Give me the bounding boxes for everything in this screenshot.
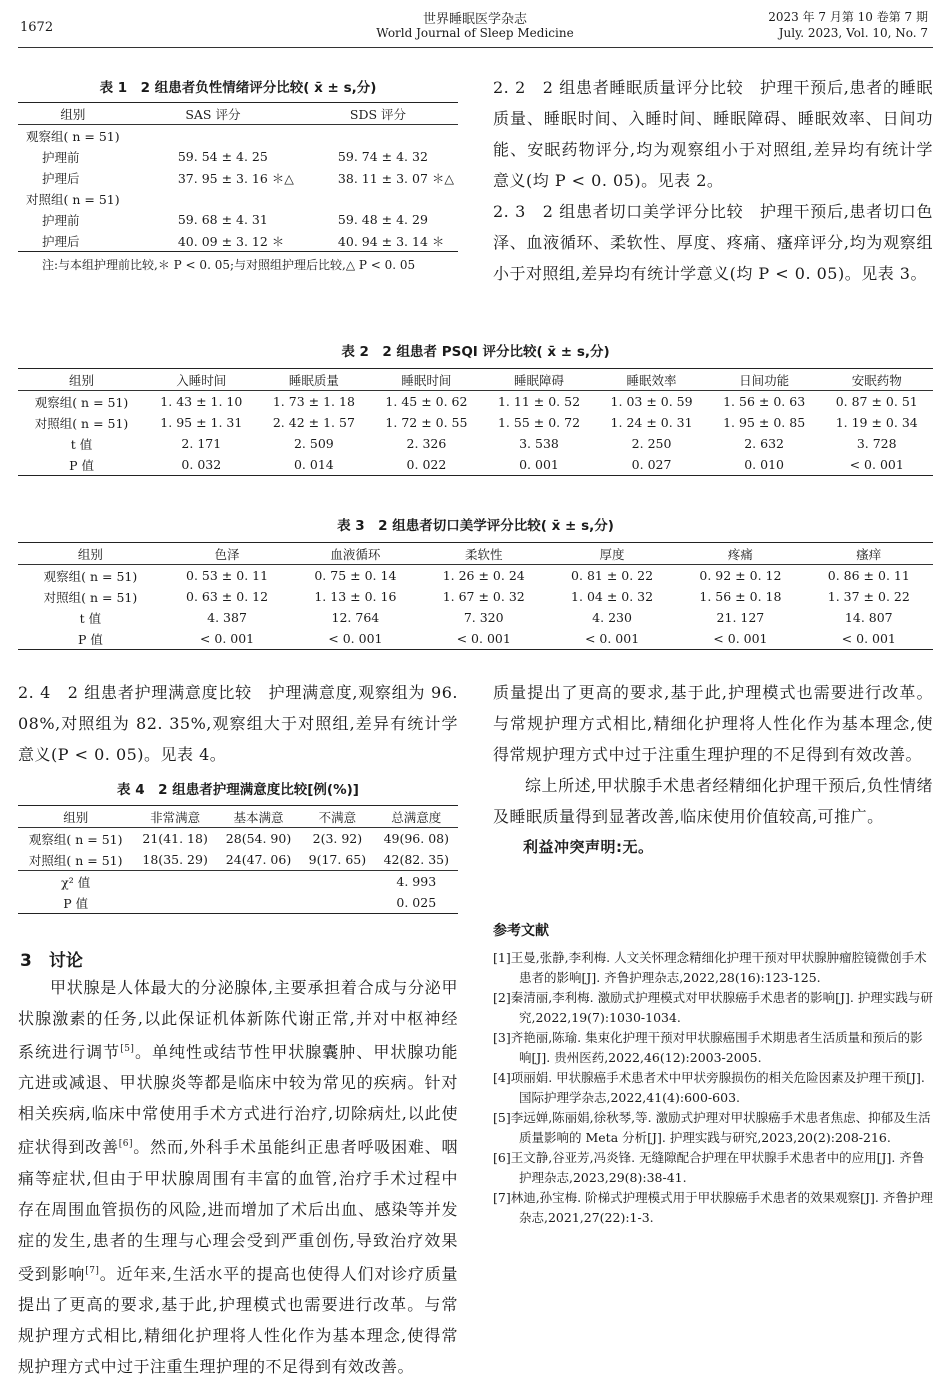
cell: 1. 72 ± 0. 55 [385, 415, 468, 430]
column-header: 组别 [18, 543, 163, 565]
table4-caption: 表 4 2 组患者护理满意度比较[例(%)] [117, 782, 359, 798]
cell: 7. 320 [463, 610, 504, 625]
references-block [493, 920, 933, 1228]
cell: 37. 95 ± 3. 16 ＊△ [177, 170, 294, 186]
page-number: 1672 [20, 20, 54, 35]
cell: 1. 95 ± 0. 85 [723, 415, 806, 430]
cell: < 0. 001 [849, 457, 904, 472]
cell: 0. 53 ± 0. 11 [186, 568, 269, 583]
column-header: 日间功能 [708, 369, 821, 391]
table-row [18, 391, 933, 413]
table4-chi-value: 4. 993 [396, 874, 437, 889]
cell: 0. 032 [181, 457, 222, 472]
cell: 0. 001 [519, 457, 559, 472]
cell: 对照组( n = 51) [34, 415, 129, 431]
column-header: 入睡时间 [145, 369, 258, 391]
cell: 1. 19 ± 0. 34 [835, 415, 918, 430]
table-row [18, 871, 458, 893]
table1-header-group: 组别 [18, 103, 128, 125]
table-row [18, 125, 458, 147]
cell: 59. 48 ± 4. 29 [337, 212, 428, 227]
row-label: 护理前 [42, 149, 80, 165]
reference-item: [3]齐艳丽,陈瑜. 集束化护理干预对甲状腺癌围手术期患者生活质量和预后的影响[J]. 贵州医药,2022,46(12):2003-2005. [493, 1030, 923, 1065]
cell: 2. 250 [631, 436, 672, 451]
reference-item: [1]王曼,张静,李利梅. 人文关怀理念精细化护理干预对甲状腺肿瘤腔镜微创手术患者的影响[J]. 齐鲁护理杂志,2022,28(16):123-125. [493, 950, 927, 985]
cell: 1. 55 ± 0. 72 [497, 415, 581, 430]
column-header: 组别 [18, 369, 145, 391]
discussion-text: 。近年来,生活水平的提高也使得人们对诊疗质量提出了更高的要求,基于此,护理模式也需要进行改革。与常规护理方式相比,精细化护理将人性化作为基本理念,使得常规护理方式中过于注重生理护理的不足得到有效改善。 [18, 1263, 458, 1376]
table4-block [18, 778, 458, 914]
header-rule [18, 47, 933, 48]
row-label: 护理前 [42, 212, 80, 228]
reference-list [493, 948, 933, 1228]
table3-block [18, 514, 933, 650]
cell: 1. 56 ± 0. 18 [699, 589, 782, 604]
reference-item: [4]项丽娟. 甲状腺癌手术患者术中甲状旁腺损伤的相关危险因素及护理干预[J]. 国际护理学杂志,2022,41(4):600-603. [493, 1070, 925, 1105]
discussion-title: 3 讨论 [20, 951, 83, 971]
table1-group-ctl: 对照组( n = 51) [26, 191, 120, 207]
cell: 28(54. 90) [225, 831, 292, 846]
column-header: 基本满意 [217, 806, 300, 828]
cell: 2. 171 [181, 436, 222, 451]
table4 [18, 805, 458, 914]
table-header-row [18, 543, 933, 565]
cell: 0. 75 ± 0. 14 [314, 568, 397, 583]
table1-caption: 表 1 2 组患者负性情绪评分比较( x̄ ± s,分) [99, 80, 377, 96]
table1 [18, 102, 458, 252]
table1-header-sas: SAS 评分 [128, 103, 298, 125]
table3-caption: 表 3 2 组患者切口美学评分比较( x̄ ± s,分) [337, 518, 614, 534]
column-header: 睡眠障碍 [483, 369, 596, 391]
references-title: 参考文献 [493, 923, 549, 939]
cell: < 0. 001 [841, 631, 896, 646]
table-row [18, 209, 458, 230]
cell: 0. 86 ± 0. 11 [827, 568, 910, 583]
table1-group-obs: 观察组( n = 51) [26, 128, 120, 144]
cell: 2(3. 92) [312, 831, 363, 846]
table1-block [18, 76, 458, 276]
table-row [18, 828, 458, 850]
table4-chi-label: χ² 值 [61, 874, 91, 890]
table1-note: 注:与本组护理前比较,＊ P < 0. 05;与对照组护理后比较,△ P < 0. 05 [42, 258, 416, 272]
table-row [18, 565, 933, 587]
reference-item: [7]林迪,孙宝梅. 阶梯式护理模式用于甲状腺癌手术患者的效果观察[J]. 齐鲁护理杂志,2021,27(22):1-3. [493, 1190, 933, 1225]
cell: 1. 37 ± 0. 22 [827, 589, 910, 604]
column-header: 疼痛 [676, 543, 804, 565]
cell: 观察组( n = 51) [28, 831, 123, 847]
issue-info-en: July. 2023, Vol. 10, No. 7 [778, 26, 928, 40]
column-header: 不满意 [300, 806, 374, 828]
column-header: 柔软性 [420, 543, 548, 565]
cell: 40. 09 ± 3. 12 ＊ [177, 233, 285, 249]
cell: < 0. 001 [713, 631, 768, 646]
cell: 1. 73 ± 1. 18 [272, 394, 355, 409]
column-header: 组别 [18, 806, 133, 828]
cell: 2. 326 [406, 436, 447, 451]
cell: t 值 [79, 610, 102, 626]
column-header: 睡眠质量 [258, 369, 371, 391]
cell: 1. 04 ± 0. 32 [571, 589, 654, 604]
cell: 2. 632 [744, 436, 784, 451]
cell: 2. 42 ± 1. 57 [272, 415, 355, 430]
table1-header-sds: SDS 评分 [298, 103, 458, 125]
cell: 1. 24 ± 0. 31 [610, 415, 693, 430]
cell: P 值 [69, 457, 94, 473]
citation-7: [7] [85, 1265, 100, 1276]
cell: 1. 11 ± 0. 52 [497, 394, 581, 409]
cell: 40. 94 ± 3. 14 ＊ [337, 233, 445, 249]
table2-block [18, 340, 933, 476]
cell: 3. 538 [519, 436, 559, 451]
cell: 12. 764 [331, 610, 380, 625]
cell: 0. 014 [293, 457, 334, 472]
discussion-text: 甲状腺是人体最大的分泌腺体,主要承担着合成与分泌甲状腺激素的任务,以此保证机体新陈代谢正常,并对中枢神经系统进行调节 [18, 978, 458, 1062]
citation-6: [6] [118, 1139, 134, 1150]
discussion-text: 。然而,外科手术虽能纠正患者呼吸困难、咽痛等症状,但由于甲状腺周围有丰富的血管,治疗手术过程中存在周围血管损伤的风险,进而增加了术后出血、感染等并发症的发生,患者的生理与心理会受到严重创伤,导致治疗效果受到影响 [18, 1137, 458, 1283]
cell: 59. 74 ± 4. 32 [337, 149, 428, 164]
journal-title-cn: 世界睡眠医学杂志 [422, 12, 527, 27]
section-2-3: 2. 3 2 组患者切口美学评分比较 护理干预后,患者切口色泽、血液循环、柔软性、厚度、疼痛、瘙痒评分,均为观察组小于对照组,差异均有统计学意义(均 P < 0. 05)。见表 3。 [493, 202, 933, 283]
table-row [18, 412, 933, 433]
table-header-row [18, 103, 458, 125]
cell: 观察组( n = 51) [43, 568, 138, 584]
table3 [18, 542, 933, 650]
cell: < 0. 001 [328, 631, 383, 646]
table-row [18, 892, 458, 914]
cell: 21. 127 [716, 610, 765, 625]
table-row [18, 167, 458, 188]
cell: 1. 13 ± 0. 16 [314, 589, 397, 604]
table-row [18, 230, 458, 252]
column-header: 色泽 [163, 543, 291, 565]
table4-p-label: P 值 [63, 895, 89, 911]
discussion-continuation: 质量提出了更高的要求,基于此,护理模式也需要进行改革。与常规护理方式相比,精细化护理将人性化作为基本理念,使得常规护理方式中过于注重生理护理的不足得到有效改善。 [493, 683, 933, 764]
column-header: 安眠药物 [820, 369, 933, 391]
cell: 0. 022 [406, 457, 447, 472]
cell: < 0. 001 [199, 631, 255, 646]
cell: 2. 509 [293, 436, 334, 451]
cell: 1. 67 ± 0. 32 [442, 589, 525, 604]
table-header-row [18, 369, 933, 391]
cell: 49(96. 08) [383, 831, 449, 846]
cell: 18(35. 29) [133, 849, 216, 871]
column-header: 瘙痒 [805, 543, 933, 565]
cell: 24(47. 06) [217, 849, 300, 871]
cell: 1. 03 ± 0. 59 [610, 394, 693, 409]
table-row [18, 586, 933, 607]
table-row [18, 607, 933, 628]
table-row [18, 433, 933, 454]
column-header: 总满意度 [375, 806, 458, 828]
cell: 59. 54 ± 4. 25 [177, 149, 268, 164]
cell: 14. 807 [844, 610, 893, 625]
cell: 1. 26 ± 0. 24 [442, 568, 525, 583]
column-header: 睡眠效率 [595, 369, 708, 391]
cell: 4. 230 [592, 610, 632, 625]
cell: 观察组( n = 51) [34, 394, 129, 410]
table-row [18, 146, 458, 167]
table2-caption: 表 2 2 组患者 PSQI 评分比较( x̄ ± s,分) [341, 344, 610, 360]
reference-item: [6]王文静,谷亚芳,冯炎锋. 无缝隙配合护理在甲状腺手术患者中的应用[J]. 齐鲁护理杂志,2023,29(8):38-41. [493, 1150, 925, 1185]
cell: < 0. 001 [584, 631, 640, 646]
row-label: 护理后 [42, 233, 80, 249]
cell: 1. 43 ± 1. 10 [160, 394, 243, 409]
reference-item: [5]李远婵,陈丽娟,徐秋琴,等. 激励式护理对甲状腺癌手术患者焦虑、抑郁及生活质量影响的 Meta 分析[J]. 护理实践与研究,2023,20(2):208-216. [493, 1110, 931, 1145]
cell: 3. 728 [856, 436, 897, 451]
section-2-4: 2. 4 2 组患者护理满意度比较 护理满意度,观察组为 96. 08%,对照组为 82. 35%,观察组大于对照组,差异有统计学意义(P < 0. 05)。见表 4。 [18, 683, 458, 764]
cell: 1. 56 ± 0. 63 [723, 394, 806, 409]
table4-p-value: 0. 025 [396, 895, 437, 910]
discussion-paragraph-1-right [493, 677, 933, 863]
reference-item: [2]秦清丽,李利梅. 激励式护理模式对甲状腺癌手术患者的影响[J]. 护理实践与研究,2022,19(7):1030-1034. [493, 990, 933, 1025]
table-row [18, 188, 458, 209]
column-header: 厚度 [548, 543, 676, 565]
citation-5: [5] [120, 1044, 135, 1054]
cell: 9(17. 65) [300, 849, 374, 871]
table2 [18, 368, 933, 476]
cell: 0. 010 [744, 457, 784, 472]
journal-title-en: World Journal of Sleep Medicine [376, 26, 574, 40]
section-2-2: 2. 2 2 组患者睡眠质量评分比较 护理干预后,患者的睡眠质量、睡眠时间、入睡时间、睡眠障碍、睡眠效率、日间功能、安眠药物评分,均为观察组小于对照组,差异均有统计学意义(均 P < 0. 05)。见表 2。 [493, 78, 933, 190]
discussion-paragraph-1-left [18, 972, 458, 1376]
cell: 38. 11 ± 3. 07 ＊△ [337, 170, 454, 186]
table-header-row [18, 806, 458, 828]
cell: 59. 68 ± 4. 31 [177, 212, 268, 227]
cell: 0. 87 ± 0. 51 [835, 394, 918, 409]
cell: 21(41. 18) [142, 831, 208, 846]
table-row [18, 849, 458, 871]
discussion-paragraph-2: 综上所述,甲状腺手术患者经精细化护理干预后,负性情绪及睡眠质量得到显著改善,临床使用价值较高,可推广。 [493, 776, 933, 826]
table-row [18, 454, 933, 476]
column-header: 非常满意 [133, 806, 216, 828]
column-header: 睡眠时间 [370, 369, 483, 391]
cell: t 值 [70, 436, 93, 452]
cell: 0. 63 ± 0. 12 [186, 589, 269, 604]
cell: 0. 81 ± 0. 22 [571, 568, 654, 583]
cell: 0. 027 [631, 457, 672, 472]
issue-info-cn: 2023 年 7 月第 10 卷第 7 期 [768, 10, 928, 24]
cell: 对照组( n = 51) [43, 589, 138, 605]
cell: P 值 [77, 631, 103, 647]
cell: 对照组( n = 51) [18, 849, 133, 871]
cell: 42(82. 35) [375, 849, 458, 871]
cell: < 0. 001 [456, 631, 511, 646]
cell: 1. 45 ± 0. 62 [385, 394, 468, 409]
cell: 0. 92 ± 0. 12 [699, 568, 782, 583]
row-label: 护理后 [42, 170, 80, 186]
table-row [18, 628, 933, 650]
discussion-text: 。单纯性或结节性甲状腺囊肿、甲状腺功能亢进或减退、甲状腺炎等都是临床中较为常见的疾病。针对相关疾病,临床中常使用手术方式进行治疗,切除病灶,以此使症状得到改善 [18, 1042, 458, 1157]
cell: 4. 387 [207, 610, 247, 625]
cell: 1. 95 ± 1. 31 [160, 415, 243, 430]
conflict-statement: 利益冲突声明:无。 [523, 838, 654, 856]
column-header: 血液循环 [291, 543, 419, 565]
